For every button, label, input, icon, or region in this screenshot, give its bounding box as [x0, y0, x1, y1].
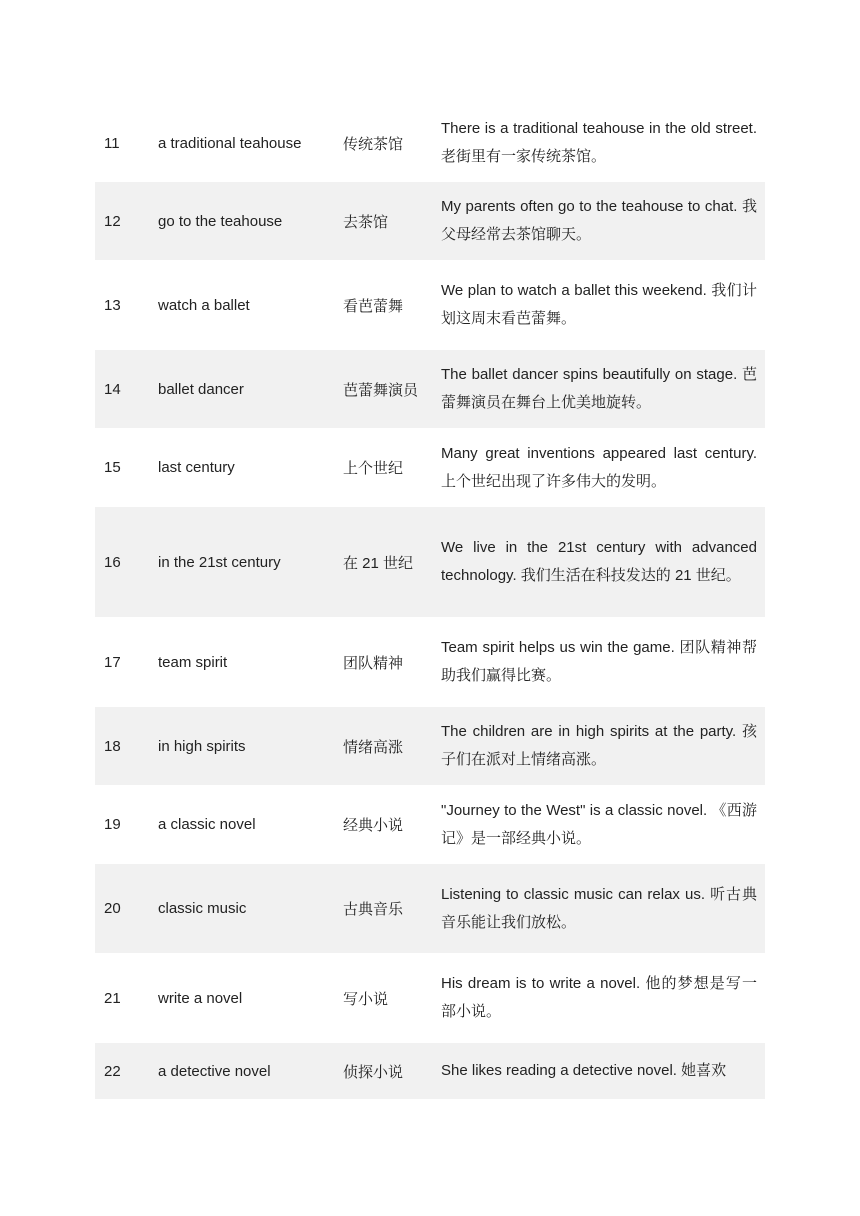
- chinese-meaning: 上个世纪: [343, 460, 404, 477]
- english-phrase: watch a ballet: [158, 296, 250, 314]
- row-number: 13: [104, 296, 121, 314]
- example-cell: [441, 953, 765, 1043]
- example-cell: [441, 785, 765, 864]
- chinese-meaning: 传统茶馆: [343, 135, 404, 153]
- table-row: [95, 785, 765, 864]
- row-number: 22: [95, 1043, 158, 1099]
- example-sentence: There is a traditional teahouse in the old street. 老街里有一家传统茶馆。: [441, 120, 757, 165]
- example-cell: [441, 507, 765, 617]
- example-sentence: Many great inventions appeared last century. 上个世纪出现了许多伟大的发明。: [441, 444, 757, 490]
- english-phrase: team spirit: [158, 653, 228, 671]
- table-row: [95, 707, 765, 785]
- example-cell: [441, 428, 765, 507]
- row-number: 15: [104, 459, 121, 476]
- row-number: 18: [95, 707, 158, 785]
- table-row: [95, 260, 765, 350]
- example-cell: [441, 1043, 765, 1099]
- example-cell: [441, 350, 765, 428]
- example-sentence: Listening to classic music can relax us. 听古典音乐能让我们放松。: [441, 885, 757, 931]
- chinese-meaning: 去茶馆: [343, 182, 441, 260]
- english-phrase: in high spirits: [158, 707, 343, 785]
- table-row: [95, 864, 765, 953]
- chinese-meaning: 在 21 世纪: [343, 507, 441, 617]
- example-sentence: The children are in high spirits at the party. 孩子们在派对上情绪高涨。: [441, 723, 757, 768]
- chinese-meaning: 情绪高涨: [343, 707, 441, 785]
- example-cell: [441, 864, 765, 953]
- chinese-meaning: 芭蕾舞演员: [343, 350, 441, 428]
- chinese-meaning: 经典小说: [343, 817, 404, 834]
- row-number: 17: [104, 653, 121, 671]
- example-cell: [441, 707, 765, 785]
- example-sentence: "Journey to the West" is a classic novel. 《西游记》是一部经典小说。: [441, 801, 757, 847]
- table-row: [95, 104, 765, 182]
- english-phrase: a detective novel: [158, 1043, 343, 1099]
- table-row: [95, 953, 765, 1043]
- example-cell: [441, 260, 765, 350]
- english-phrase: last century: [158, 459, 235, 476]
- chinese-meaning: 写小说: [343, 990, 389, 1008]
- vocabulary-table: [95, 104, 765, 1099]
- example-sentence: We plan to watch a ballet this weekend. 我们计划这周末看芭蕾舞。: [441, 282, 757, 327]
- example-sentence: The ballet dancer spins beautifully on stage. 芭蕾舞演员在舞台上优美地旋转。: [441, 366, 757, 411]
- example-cell: [441, 104, 765, 182]
- row-number: 21: [104, 989, 121, 1007]
- vocabulary-table-body: [95, 104, 765, 1099]
- chinese-meaning: 团队精神: [343, 654, 404, 672]
- example-sentence: His dream is to write a novel. 他的梦想是写一部小说。: [441, 975, 757, 1020]
- english-phrase: ballet dancer: [158, 350, 343, 428]
- row-number: 12: [95, 182, 158, 260]
- chinese-meaning: 侦探小说: [343, 1043, 441, 1099]
- english-phrase: classic music: [158, 864, 343, 953]
- example-sentence: Team spirit helps us win the game. 团队精神帮助我们赢得比赛。: [441, 639, 757, 684]
- table-row: [95, 428, 765, 507]
- chinese-meaning: 古典音乐: [343, 864, 441, 953]
- row-number: 14: [95, 350, 158, 428]
- english-phrase: go to the teahouse: [158, 182, 343, 260]
- english-phrase: write a novel: [158, 989, 243, 1007]
- table-row: [95, 182, 765, 260]
- table-row: [95, 1043, 765, 1099]
- example-sentence: My parents often go to the teahouse to chat. 我父母经常去茶馆聊天。: [441, 198, 757, 243]
- table-row: [95, 350, 765, 428]
- english-phrase: a classic novel: [158, 816, 256, 833]
- english-phrase: in the 21st century: [158, 507, 343, 617]
- english-phrase: a traditional teahouse: [158, 134, 302, 152]
- example-cell: [441, 182, 765, 260]
- example-sentence: We live in the 21st century with advanced technology. 我们生活在科技发达的 21 世纪。: [441, 539, 757, 584]
- row-number: 16: [95, 507, 158, 617]
- row-number: 19: [104, 816, 121, 833]
- chinese-meaning: 看芭蕾舞: [343, 297, 404, 315]
- row-number: 20: [95, 864, 158, 953]
- example-sentence: She likes reading a detective novel. 她喜欢: [441, 1062, 727, 1079]
- table-row: [95, 617, 765, 707]
- table-row: [95, 507, 765, 617]
- row-number: 11: [104, 134, 120, 152]
- example-cell: [441, 617, 765, 707]
